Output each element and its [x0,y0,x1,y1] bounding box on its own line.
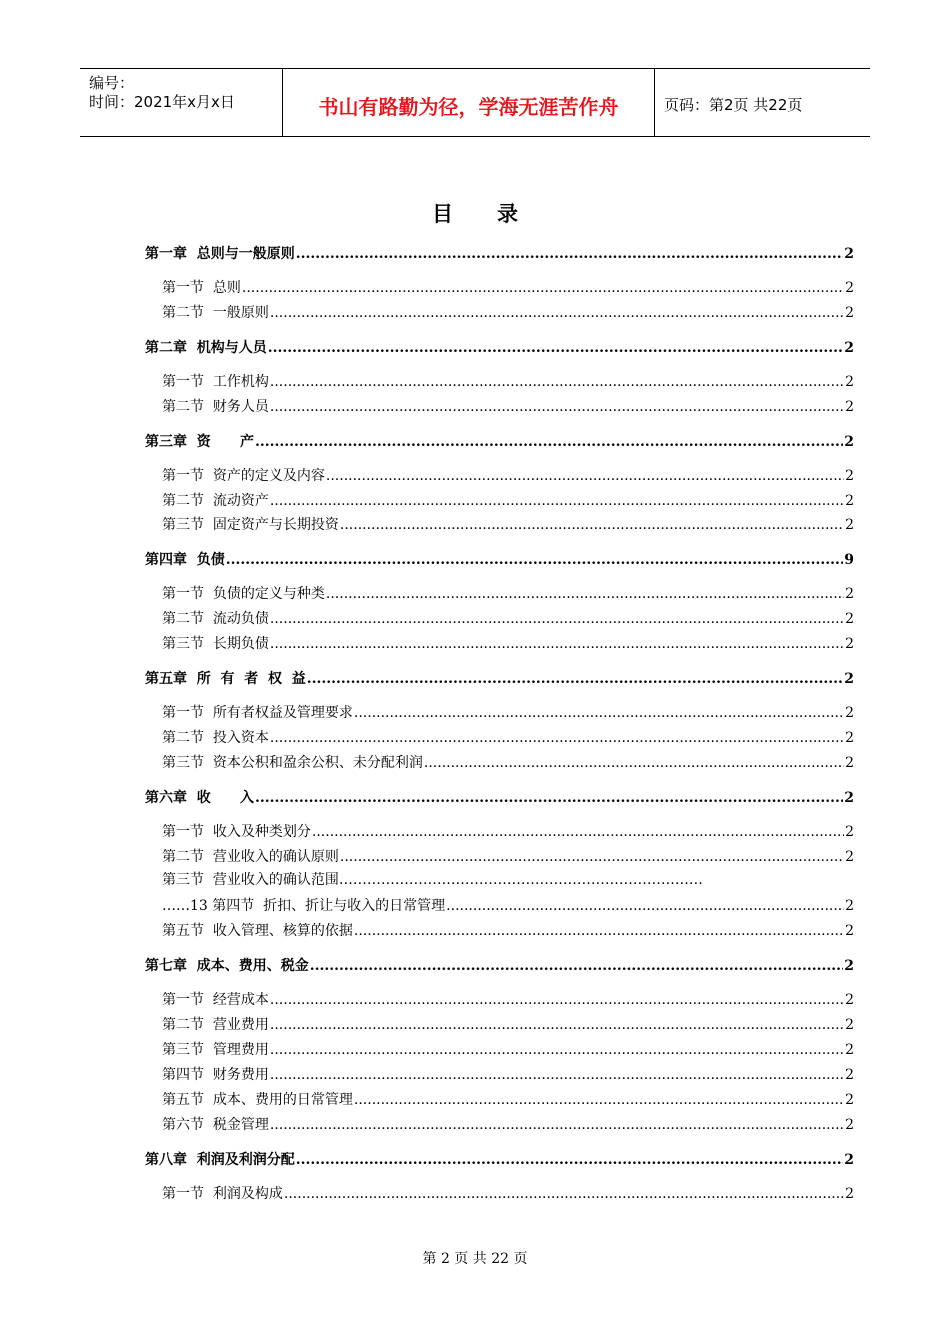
toc-leader-dots [312,823,844,841]
toc-section-entry[interactable] [162,821,854,841]
toc-leader-dots [270,635,844,653]
toc-leader-dots [296,1151,844,1169]
toc-section-entry[interactable] [162,752,854,772]
toc-entry-page: 2 [845,517,854,534]
toc-entry-page: 2 [844,339,854,356]
toc-leader-dots [268,339,844,357]
toc-section-entry[interactable] [162,920,854,940]
toc-entry-title: 第三节 长期负债 [162,636,269,653]
toc-section-entry[interactable] [162,583,854,603]
toc-entry-page: 2 [844,789,854,806]
toc-leader-dots [326,467,844,485]
toc-entry-title: 第四章 负债 [145,552,225,569]
toc-chapter-entry[interactable] [145,787,854,807]
toc-leader-dots [270,1041,844,1059]
toc-leader-dots [296,245,844,263]
toc-leader-dots [270,991,844,1009]
toc-entry-title: 第二节 流动资产 [162,492,269,509]
toc-entry-title: 第三节 营业收入的确认范围…………………………………………………………………… [162,871,703,888]
toc-chapter-entry[interactable] [145,955,854,975]
toc-section-entry[interactable] [162,702,854,722]
toc-leader-dots [354,704,844,722]
toc-section-entry[interactable] [162,1064,854,1084]
toc-entry-title: 第三节 固定资产与长期投资 [162,517,339,534]
toc-entry-page: 2 [845,280,854,296]
toc-section-entry[interactable] [162,1089,854,1109]
toc-entry-page: 2 [844,671,854,687]
toc-section-entry[interactable] [162,1183,854,1203]
toc-entry-page: 2 [845,705,854,721]
toc-leader-dots [270,398,844,416]
toc-section-entry[interactable] [162,608,854,628]
toc-entry-title: 第一节 负债的定义与种类 [162,586,325,603]
header-info-cell [80,69,283,136]
toc-entry-page: 2 [845,304,854,321]
toc-leader-dots [270,373,844,391]
toc-entry-page: 2 [844,433,854,450]
toc-entry-title: 第二节 财务人员 [162,398,269,415]
toc-section-entry[interactable] [162,633,854,653]
toc-entry-title: 第二节 一般原则 [162,304,269,321]
toc-entry-title: 第二节 流动负债 [162,611,269,628]
toc-entry-page: 2 [845,992,854,1009]
toc-leader-dots [270,610,844,628]
toc-leader-dots [270,729,844,747]
toc-title-right: 录 [497,202,518,226]
toc-leader-dots [340,516,844,534]
toc-leader-dots [354,922,844,940]
toc-leader-dots [326,585,844,603]
toc-section-entry[interactable] [162,396,854,416]
toc-entry-title: 第二节 投入资本 [162,729,269,746]
toc-entry-page: 2 [845,1091,854,1108]
toc-entry-title: 第一节 工作机构 [162,373,269,390]
toc-section-entry[interactable] [162,302,854,322]
toc-entry-title: 第一节 资产的定义及内容 [162,467,325,484]
toc-entry-page: 2 [845,586,854,603]
toc-leader-dots [446,897,844,915]
toc-leader-dots [424,754,844,772]
toc-section-entry[interactable] [162,514,854,534]
toc-entry-title: 第七章 成本、费用、税金 [145,958,309,975]
toc-entry-title: 第六章 收 入 [145,789,254,806]
toc-section-entry[interactable] [162,989,854,1009]
toc-entry-page: 2 [845,1185,854,1202]
toc-section-entry[interactable] [162,490,854,510]
toc-chapter-entry[interactable] [145,549,854,569]
toc-entry-page: 2 [845,823,854,840]
toc-entry-page: 2 [845,754,854,771]
toc-entry-page: 2 [845,636,854,653]
toc-entry-page: 2 [845,611,854,628]
toc-entry-page: 2 [845,398,854,415]
toc-entry-page: 2 [845,1042,854,1058]
toc-entry-title: 第五节 收入管理、核算的依据 [162,923,353,940]
toc-entry-title: 第一节 利润及构成 [162,1185,283,1202]
toc-leader-dots [270,1066,844,1084]
toc-chapter-entry[interactable] [145,431,854,451]
toc-entry-title: 第一节 经营成本 [162,992,269,1009]
toc-entry-title: 第一节 总则 [162,280,241,296]
toc-entry-title: 第一节 收入及种类划分 [162,823,311,840]
toc-entry-title: 第四节 财务费用 [162,1066,269,1083]
toc-leader-dots [270,1016,844,1034]
page-footer: 第 2 页 共 22 页 [422,1251,528,1267]
document-header [80,68,870,137]
toc-entry-title: 第三节 管理费用 [162,1042,269,1058]
toc-section-entry[interactable] [162,727,854,747]
toc-section-entry[interactable] [162,1114,854,1134]
toc-entry-title: 第五节 成本、费用的日常管理 [162,1091,353,1108]
toc-entry-page: 2 [845,1116,854,1133]
toc-entry-title: 第二节 营业收入的确认原则 [162,848,339,865]
toc-chapter-entry[interactable] [145,1149,854,1169]
toc-leader-dots [270,492,844,510]
toc-entry-title: 第一章 总则与一般原则 [145,246,295,262]
toc-leader-dots [307,670,844,688]
toc-leader-dots [284,1185,844,1203]
toc-entry-page: 2 [845,923,854,940]
toc-section-entry[interactable] [162,895,854,915]
toc-entry-title: 第八章 利润及利润分配 [145,1151,295,1168]
toc-entry-title: 第二节 营业费用 [162,1017,269,1034]
toc-section-entry[interactable] [162,846,854,866]
toc-entry-title: 第五章 所 有 者 权 益 [145,671,306,687]
toc-section-entry[interactable] [162,1014,854,1034]
toc-leader-dots [255,433,843,451]
toc-chapter-entry[interactable] [145,243,854,263]
toc-entry-page: 2 [845,492,854,509]
toc-chapter-entry[interactable] [145,337,854,357]
toc-entry-page: 2 [845,373,854,390]
toc-entry-title: 第六节 税金管理 [162,1116,269,1133]
toc-title [0,198,950,228]
toc-leader-dots [226,551,844,569]
toc-entry-title: 第一节 所有者权益及管理要求 [162,705,353,721]
toc-leader-dots [270,304,844,322]
toc-leader-dots [340,848,844,866]
toc-leader-dots [270,1116,844,1134]
toc-chapter-entry[interactable] [145,668,854,688]
toc-section-entry[interactable] [162,1039,854,1059]
toc-entry-page: 2 [845,1066,854,1083]
toc-section-entry[interactable] [162,465,854,485]
toc-entry-page: 2 [845,729,854,746]
toc-leader-dots [255,789,843,807]
toc-entry-page: 2 [845,848,854,865]
toc-entry-title: 第三节 资本公积和盈余公积、未分配利润 [162,754,423,771]
toc-entry-page: 2 [845,467,854,484]
toc-entry-page: 2 [844,1151,854,1168]
toc-entry-title: 第二章 机构与人员 [145,339,267,356]
toc-leader-dots [310,957,844,975]
toc-title-left: 目 [432,202,453,226]
header-page-label: 页码：第2页 共22页 [664,96,803,114]
toc-section-entry[interactable] [162,277,854,297]
toc-leader-dots [242,279,844,297]
toc-leader-dots [354,1091,844,1109]
document-time-label: 时间：2021年x月x日 [89,93,235,111]
toc-entry-page: 9 [844,552,854,569]
header-motto-cell [283,69,655,136]
toc-entry-title: 第三章 资 产 [145,433,254,450]
toc-entry-page: 2 [845,898,854,915]
document-number-label: 编号： [89,74,135,92]
toc-section-entry[interactable] [162,371,854,391]
header-page-cell [655,69,870,136]
toc-entry-title: ……13 第四节 折扣、折让与收入的日常管理 [162,898,446,915]
toc-entry-page: 2 [844,958,854,975]
toc-section-entry[interactable] [162,871,854,891]
header-motto: 书山有路勤为径，学海无涯苦作舟 [318,95,619,119]
toc-entry-page: 2 [845,1017,854,1034]
toc-entry-page: 2 [844,246,854,262]
